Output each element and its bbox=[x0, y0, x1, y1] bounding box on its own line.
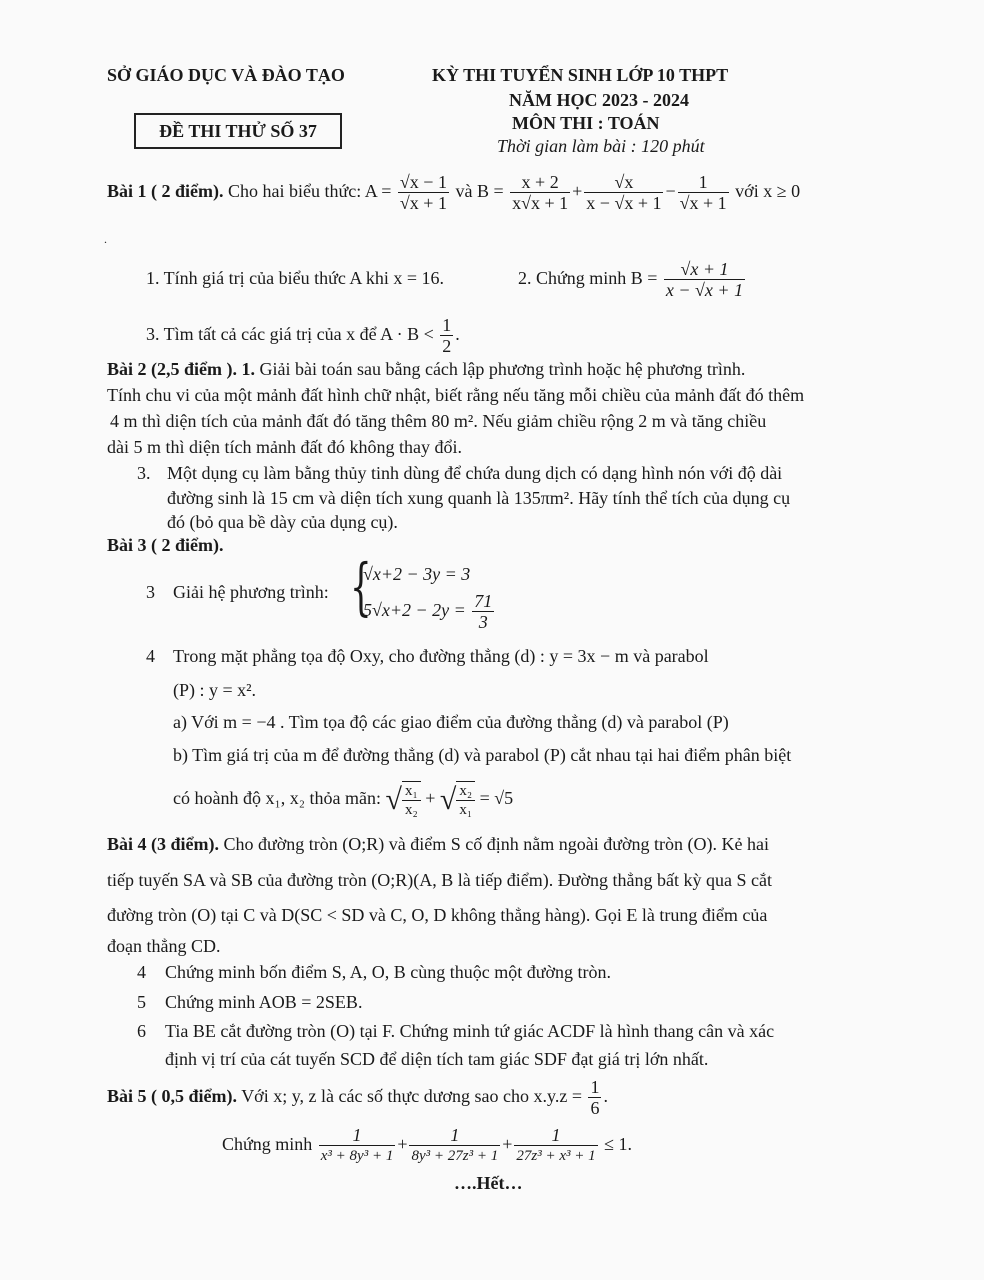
department-name: SỞ GIÁO DỤC VÀ ĐÀO TẠO bbox=[107, 65, 345, 85]
expr-a-label: A = bbox=[364, 181, 392, 201]
condition-rhs: = √5 bbox=[479, 788, 514, 808]
fraction-a-den: √x + 1 bbox=[399, 193, 447, 214]
bai4-q6-line1: Tia BE cắt đường tròn (O) tại F. Chứng minh tứ giác ACDF là hình thang cân và xác bbox=[165, 1021, 775, 1041]
system-eq1: √x+2 − 3y = 3 bbox=[363, 564, 471, 584]
bai4-line1-text: Cho đường tròn (O;R) và điểm S cố định nằm ngoài đường tròn (O). Kẻ hai bbox=[223, 834, 769, 854]
sqrt-symbol-2: √ bbox=[439, 782, 457, 816]
bai1-intro: Cho hai biểu thức: bbox=[228, 181, 362, 201]
bai4-q4: Chứng minh bốn điểm S, A, O, B cùng thuộc một đường tròn. bbox=[165, 962, 612, 982]
fraction-71-3 bbox=[472, 591, 494, 632]
fraction-i2 bbox=[409, 1125, 500, 1166]
fraction-b-result-num: √x + 1 bbox=[664, 259, 745, 280]
system-eq2 bbox=[363, 588, 496, 632]
school-year: NĂM HỌC 2023 - 2024 bbox=[509, 90, 689, 110]
bai1-condition: với x ≥ 0 bbox=[735, 181, 801, 201]
bai4-line4: đoạn thẳng CD. bbox=[107, 936, 221, 956]
fraction-i1-num: 1 bbox=[319, 1125, 396, 1146]
bai3-q3-num: 3 bbox=[146, 582, 155, 602]
fraction-half bbox=[440, 315, 453, 356]
bai1-q3: 3. Tìm tất cả các giá trị của x để A · B < $\frac{1}{2}$ . bbox=[146, 315, 460, 357]
fraction-b1-num: x + 2 bbox=[510, 172, 570, 193]
fraction-b3-num: 1 bbox=[678, 172, 729, 193]
fraction-sixth-den: 6 bbox=[590, 1098, 600, 1119]
bai2-intro: Giải bài toán sau bằng cách lập phương trình hoặc hệ phương trình. bbox=[259, 359, 746, 379]
ratio-x1-x2-num: x₁ bbox=[402, 782, 421, 801]
exam-title: KỲ THI TUYỂN SINH LỚP 10 THPT bbox=[432, 65, 729, 85]
bai5-prove: Chứng minh bbox=[222, 1134, 313, 1154]
fraction-a bbox=[398, 172, 449, 213]
fraction-sixth bbox=[588, 1077, 601, 1118]
ratio-x2-x1-den: x₁ bbox=[459, 801, 473, 818]
fraction-i3 bbox=[514, 1125, 597, 1166]
fraction-b2-num: √x bbox=[584, 172, 663, 193]
fraction-71-3-den: 3 bbox=[478, 612, 488, 633]
fraction-71-3-num: 71 bbox=[474, 591, 493, 612]
bai2-p2: 4 m thì diện tích của mảnh đất đó tăng thêm 80 m². Nếu giảm chiều rộng 2 m và tăng chiều bbox=[110, 411, 767, 431]
bai2-header bbox=[107, 358, 745, 380]
fraction-b3-den: √x + 1 bbox=[679, 193, 727, 214]
bai1-q2 bbox=[518, 256, 747, 300]
bai4-q6-line2: định vị trí của cát tuyến SCD để diện tích tam giác SDF đạt giá trị lớn nhất. bbox=[165, 1049, 709, 1069]
bai3-q4-b: b) Tìm giá trị của m để đường thẳng (d) và parabol (P) cắt nhau tại hai điểm phân biệt bbox=[173, 745, 792, 765]
fraction-i2-num: 1 bbox=[409, 1125, 500, 1146]
fraction-b2-den: x − √x + 1 bbox=[586, 193, 662, 214]
bai3-q4-a: a) Với m = −4 . Tìm tọa độ các giao điểm của đường thẳng (d) và parabol (P) bbox=[173, 712, 729, 732]
fraction-sixth-num: 1 bbox=[590, 1077, 600, 1098]
ratio-x1-x2 bbox=[402, 781, 421, 819]
fraction-i1 bbox=[319, 1125, 396, 1166]
ratio-x2-x1 bbox=[456, 781, 475, 819]
bai4-line1 bbox=[107, 833, 769, 855]
inequality-rhs: ≤ 1. bbox=[604, 1134, 632, 1154]
subject: MÔN THI : TOÁN bbox=[512, 113, 660, 133]
fraction-b1-den: x√x + 1 bbox=[512, 193, 569, 214]
system-eq2-lhs: 5√x+2 − 2y = bbox=[363, 600, 466, 620]
bai2-q3-num: 3. bbox=[137, 463, 151, 483]
bai4-q5: Chứng minh AOB = 2SEB. bbox=[165, 992, 363, 1012]
bai3-title: Bài 3 ( 2 điểm). bbox=[107, 535, 224, 555]
ratio-x2-x1-num: x₂ bbox=[456, 782, 475, 801]
bai4-q6-num: 6 bbox=[137, 1021, 146, 1041]
bai1-q1: 1. Tính giá trị của biểu thức A khi x = 16. bbox=[146, 268, 445, 288]
fraction-b-result bbox=[664, 259, 745, 300]
sqrt-symbol-1: √ bbox=[385, 782, 402, 816]
bai3-q4-line2: (P) : y = x². bbox=[173, 680, 257, 700]
bai2-p1: Tính chu vi của một mảnh đất hình chữ nhật, biết rằng nếu tăng mỗi chiều của mảnh đất đó thêm bbox=[107, 385, 805, 405]
bai3-q4-line1: Trong mặt phẳng tọa độ Oxy, cho đường thẳng (d) : y = 3x − m và parabol bbox=[173, 646, 709, 666]
bai3-q4-num: 4 bbox=[146, 646, 155, 666]
bai3-q4-b2: có hoành độ x₁, x₂ thỏa mãn: √ $\frac{\text{x₁}}{\text{x₂}}$ + √ $\frac{\text{x₂}}{\text{x₁}}$ = √5 bbox=[173, 782, 514, 818]
bai1-statement: Bài 1 ( 2 điểm). Cho hai biểu thức: A = $\frac{√x - 1}{√x + 1}$ và B = $\frac{x + 2}{x√x + 1}$ + $\frac{√x}{x - √x + 1}$ − $\frac{1}{√x + 1}$ với x ≥ 0 bbox=[107, 172, 801, 214]
bai2-lead: 1. bbox=[241, 359, 255, 379]
bai4-title: Bài 4 (3 điểm). bbox=[107, 834, 219, 854]
bai3-q4-b2-text: có hoành độ x₁, x₂ thỏa mãn: bbox=[173, 788, 382, 808]
bai1-title: Bài 1 ( 2 điểm). bbox=[107, 181, 224, 201]
fraction-i1-den: x³ + 8y³ + 1 bbox=[320, 1148, 394, 1165]
duration: Thời gian làm bài : 120 phút bbox=[497, 136, 705, 156]
fraction-b1 bbox=[510, 172, 570, 213]
bai4-q4-num: 4 bbox=[137, 962, 146, 982]
bai5-intro: Với x; y, z là các số thực dương sao cho x.y.z = bbox=[241, 1086, 582, 1106]
bai2-q3-line1: Một dụng cụ làm bằng thủy tinh dùng để chứa dung dịch có dạng hình nón với độ dài bbox=[167, 463, 783, 483]
fraction-a-num: √x − 1 bbox=[399, 172, 447, 193]
system-brace: { bbox=[350, 550, 372, 623]
mock-exam-box: ĐỀ THI THỬ SỐ 37 bbox=[134, 113, 342, 149]
bai4-line3: đường tròn (O) tại C và D(SC < SD và C, O, D không thẳng hàng). Gọi E là trung điểm của bbox=[107, 905, 768, 925]
fraction-half-den: 2 bbox=[442, 336, 452, 357]
bai5-inequality: Chứng minh $\frac{1}{\text{x³ + 8y³ + 1}}$ + $\frac{1}{\text{8y³ + 27z³ + 1}}$ + $\frac{1}{\text{27z³ + x³ + 1}}$ ≤ 1. bbox=[222, 1125, 632, 1165]
stray-dot: . bbox=[104, 232, 107, 246]
bai1-q3-text: 3. Tìm tất cả các giá trị của x để A · B < bbox=[146, 324, 434, 344]
fraction-half-num: 1 bbox=[442, 315, 452, 336]
bai3-q3-text: Giải hệ phương trình: bbox=[173, 582, 329, 602]
fraction-b-result-den: x − √x + 1 bbox=[665, 280, 744, 301]
bai2-p3: dài 5 m thì diện tích mảnh đất đó không thay đổi. bbox=[107, 437, 462, 457]
fraction-i3-num: 1 bbox=[514, 1125, 597, 1146]
expr-b-label: và B = bbox=[455, 181, 504, 201]
fraction-b3 bbox=[678, 172, 729, 213]
bai5-title: Bài 5 ( 0,5 điểm). bbox=[107, 1086, 237, 1106]
bai1-q2-text: 2. Chứng minh B = bbox=[518, 268, 658, 288]
bai2-q3-line3: đó (bỏ qua bề dày của dụng cụ). bbox=[167, 512, 398, 532]
bai2-q3-line2: đường sinh là 15 cm và diện tích xung quanh là 135πm². Hãy tính thể tích của dụng cụ bbox=[167, 488, 791, 508]
bai5-line1: Bài 5 ( 0,5 điểm). Với x; y, z là các số thực dương sao cho x.y.z = $\frac{1}{6}$ . bbox=[107, 1077, 608, 1119]
fraction-i3-den: 27z³ + x³ + 1 bbox=[516, 1148, 596, 1165]
bai4-q5-num: 5 bbox=[137, 992, 146, 1012]
ratio-x1-x2-den: x₂ bbox=[404, 801, 418, 818]
fraction-b2 bbox=[584, 172, 663, 213]
fraction-i2-den: 8y³ + 27z³ + 1 bbox=[411, 1148, 499, 1165]
bai4-line2: tiếp tuyến SA và SB của đường tròn (O;R)(A, B là tiếp điểm). Đường thẳng bất kỳ qua S cắt bbox=[107, 870, 772, 890]
bai2-title: Bài 2 (2,5 điểm ). bbox=[107, 359, 237, 379]
end-marker: ….Hết… bbox=[454, 1173, 523, 1193]
